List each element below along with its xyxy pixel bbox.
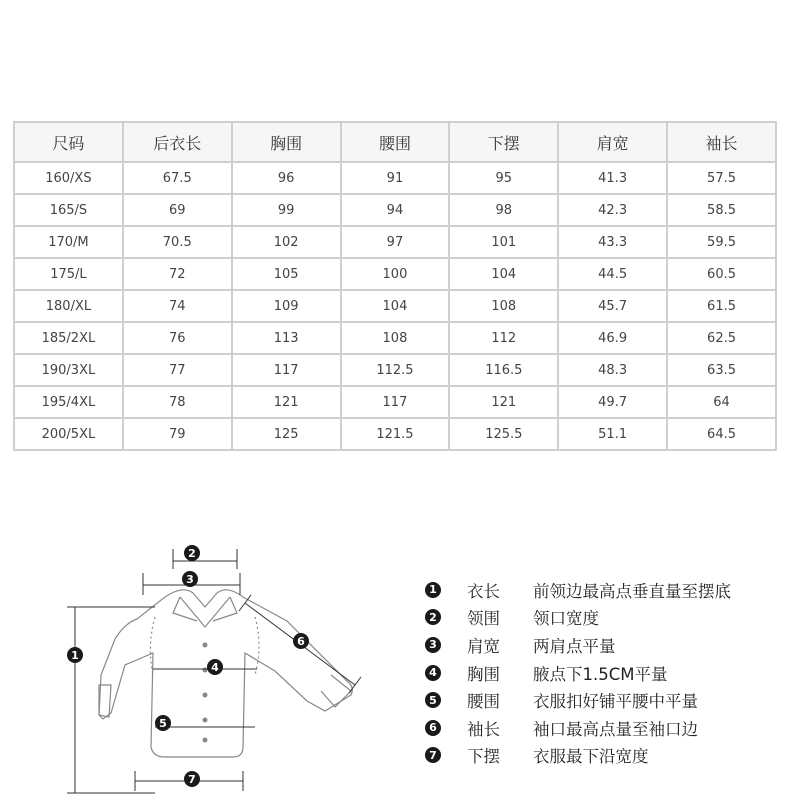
measurement-cell: 69 — [123, 194, 232, 226]
measurement-cell: 46.9 — [558, 322, 667, 354]
marker-5 — [155, 715, 171, 731]
svg-text:2: 2 — [188, 547, 196, 560]
header-cell: 胸围 — [232, 122, 341, 162]
measurement-cell: 43.3 — [558, 226, 667, 258]
measurement-cell: 48.3 — [558, 354, 667, 386]
measurement-cell: 62.5 — [667, 322, 776, 354]
header-cell: 后衣长 — [123, 122, 232, 162]
marker-1 — [67, 647, 83, 663]
header-cell: 腰围 — [341, 122, 450, 162]
legend-term: 下摆 — [467, 747, 500, 767]
table-row — [14, 386, 776, 418]
measurement-cell: 108 — [341, 322, 450, 354]
measurement-cell: 58.5 — [667, 194, 776, 226]
measurement-cell: 125.5 — [449, 418, 558, 450]
measurement-legend — [425, 576, 731, 769]
measurement-cell: 108 — [449, 290, 558, 322]
header-cell: 尺码 — [14, 122, 123, 162]
shirt-collar — [173, 597, 237, 627]
header-cell: 肩宽 — [558, 122, 667, 162]
legend-term: 袖长 — [467, 719, 500, 739]
legend-number-badge: 7 — [425, 747, 441, 763]
size-label-cell: 180/XL — [14, 290, 123, 322]
legend-number-badge: 4 — [425, 665, 441, 681]
legend-term: 胸围 — [467, 664, 500, 684]
measurement-cell: 117 — [232, 354, 341, 386]
legend-number-badge: 3 — [425, 637, 441, 653]
measurement-cell: 45.7 — [558, 290, 667, 322]
marker-2 — [184, 545, 200, 561]
measurement-cell: 116.5 — [449, 354, 558, 386]
measurement-cell: 98 — [449, 194, 558, 226]
svg-text:6: 6 — [297, 635, 305, 648]
measurement-cell: 42.3 — [558, 194, 667, 226]
measurement-cell: 121 — [232, 386, 341, 418]
size-label-cell: 175/L — [14, 258, 123, 290]
measurement-cell: 113 — [232, 322, 341, 354]
table-row — [14, 322, 776, 354]
legend-item — [425, 631, 731, 659]
table-row — [14, 354, 776, 386]
measurement-cell: 78 — [123, 386, 232, 418]
table-row — [14, 162, 776, 194]
legend-item — [425, 659, 731, 687]
size-chart-table — [13, 121, 777, 451]
svg-text:5: 5 — [159, 717, 167, 730]
legend-number-badge: 1 — [425, 582, 441, 598]
table-header-row — [14, 122, 776, 162]
measurement-cell: 57.5 — [667, 162, 776, 194]
legend-term: 领围 — [467, 609, 500, 629]
measurement-cell: 67.5 — [123, 162, 232, 194]
shirt-measurement-diagram — [55, 535, 375, 797]
svg-text:3: 3 — [186, 573, 194, 586]
measurement-cell: 99 — [232, 194, 341, 226]
measurement-cell: 97 — [341, 226, 450, 258]
legend-description: 衣服扣好铺平腰中平量 — [533, 692, 698, 712]
measurement-cell: 121.5 — [341, 418, 450, 450]
legend-number-badge: 2 — [425, 609, 441, 625]
shirt-diagram-svg — [55, 535, 375, 797]
table-row — [14, 226, 776, 258]
legend-description: 两肩点平量 — [533, 636, 616, 656]
measurement-cell: 77 — [123, 354, 232, 386]
legend-number-badge: 5 — [425, 692, 441, 708]
marker-4 — [207, 659, 223, 675]
measurement-cell: 91 — [341, 162, 450, 194]
shirt-outline — [99, 590, 352, 757]
measurement-cell: 112.5 — [341, 354, 450, 386]
measurement-cell: 105 — [232, 258, 341, 290]
legend-description: 衣服最下沿宽度 — [533, 747, 649, 767]
legend-term: 肩宽 — [467, 636, 500, 656]
measurement-cell: 100 — [341, 258, 450, 290]
measurement-cell: 72 — [123, 258, 232, 290]
measurement-cell: 74 — [123, 290, 232, 322]
size-label-cell: 165/S — [14, 194, 123, 226]
measurement-cell: 41.3 — [558, 162, 667, 194]
measurement-cell: 60.5 — [667, 258, 776, 290]
legend-term: 腰围 — [467, 692, 500, 712]
measurement-cell: 70.5 — [123, 226, 232, 258]
table-row — [14, 290, 776, 322]
legend-term: 衣长 — [467, 581, 500, 601]
measurement-cell: 64 — [667, 386, 776, 418]
legend-description: 前领边最高点垂直量至摆底 — [533, 581, 731, 601]
measurement-cell: 121 — [449, 386, 558, 418]
size-label-cell: 160/XS — [14, 162, 123, 194]
measurement-cell: 51.1 — [558, 418, 667, 450]
measurement-cell: 79 — [123, 418, 232, 450]
measurement-cell: 59.5 — [667, 226, 776, 258]
measurement-cell: 112 — [449, 322, 558, 354]
table-row — [14, 418, 776, 450]
marker-3 — [182, 571, 198, 587]
size-label-cell: 185/2XL — [14, 322, 123, 354]
measurement-cell: 76 — [123, 322, 232, 354]
legend-item — [425, 714, 731, 742]
svg-text:1: 1 — [71, 649, 79, 662]
size-label-cell: 200/5XL — [14, 418, 123, 450]
svg-text:4: 4 — [211, 661, 219, 674]
measurement-cell: 63.5 — [667, 354, 776, 386]
measurement-cell: 44.5 — [558, 258, 667, 290]
table-row — [14, 258, 776, 290]
measurement-cell: 104 — [341, 290, 450, 322]
legend-description: 腋点下1.5CM平量 — [533, 664, 668, 684]
legend-item — [425, 604, 731, 632]
table-row — [14, 194, 776, 226]
measurement-cell: 102 — [232, 226, 341, 258]
legend-item — [425, 576, 731, 604]
header-cell: 下摆 — [449, 122, 558, 162]
measurement-cell: 61.5 — [667, 290, 776, 322]
legend-description: 领口宽度 — [533, 609, 599, 629]
measurement-cell: 94 — [341, 194, 450, 226]
svg-text:7: 7 — [188, 773, 196, 786]
size-label-cell: 170/M — [14, 226, 123, 258]
size-label-cell: 195/4XL — [14, 386, 123, 418]
measurement-cell: 101 — [449, 226, 558, 258]
legend-item — [425, 686, 731, 714]
legend-description: 袖口最高点量至袖口边 — [533, 719, 698, 739]
measurement-cell: 64.5 — [667, 418, 776, 450]
legend-item — [425, 742, 731, 770]
size-label-cell: 190/3XL — [14, 354, 123, 386]
measurement-cell: 109 — [232, 290, 341, 322]
measurement-cell: 104 — [449, 258, 558, 290]
measurement-cell: 49.7 — [558, 386, 667, 418]
marker-7 — [184, 771, 200, 787]
measurement-cell: 95 — [449, 162, 558, 194]
legend-number-badge: 6 — [425, 720, 441, 736]
measurement-cell: 96 — [232, 162, 341, 194]
header-cell: 袖长 — [667, 122, 776, 162]
marker-6 — [293, 633, 309, 649]
measurement-cell: 117 — [341, 386, 450, 418]
measurement-cell: 125 — [232, 418, 341, 450]
